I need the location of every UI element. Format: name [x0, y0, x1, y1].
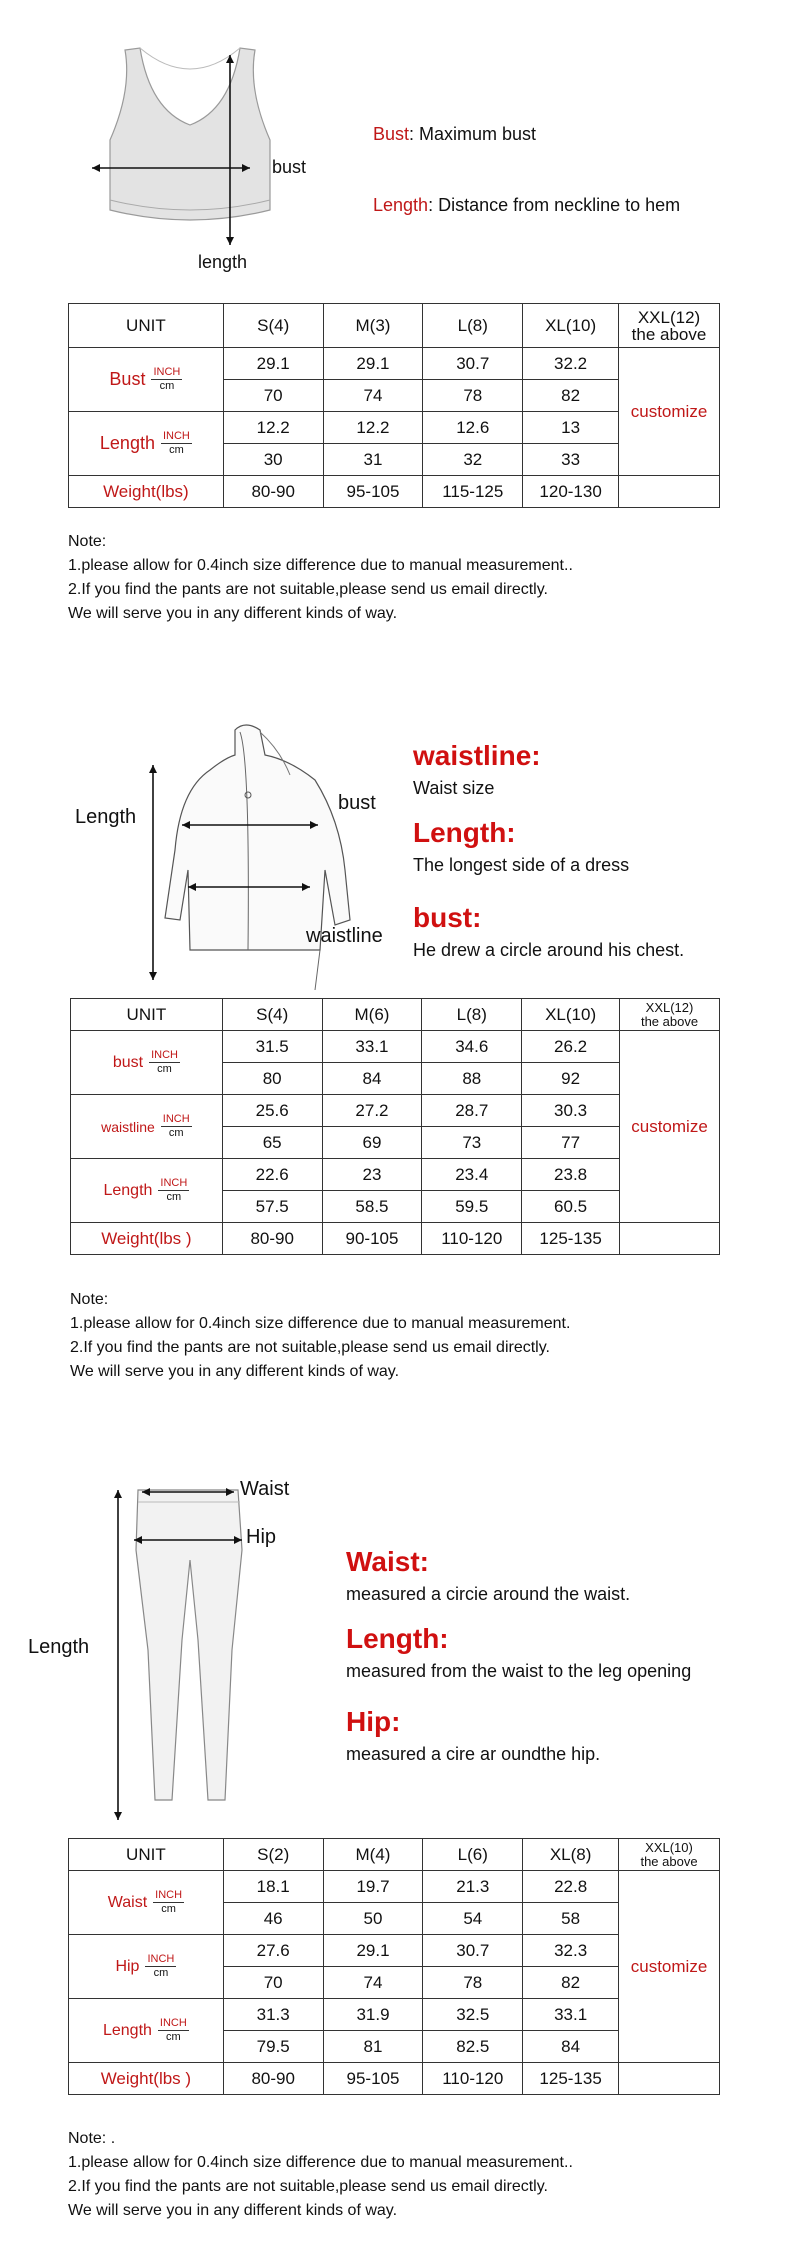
- xxl-header: XXL(12) the above: [619, 304, 720, 348]
- weight-label: Weight(lbs ): [69, 2063, 224, 2095]
- bust-row-label: Bust $\frac{\text{INCH}}{cm}$: [69, 348, 224, 412]
- cell: 69: [322, 1127, 422, 1159]
- leggings-waist-term: Waist:: [346, 1546, 429, 1577]
- jacket-waist-term: waistline:: [413, 740, 541, 771]
- cell: 33.1: [322, 1031, 422, 1063]
- cell: 31.3: [223, 1999, 323, 2031]
- cell: 59.5: [422, 1191, 522, 1223]
- leggings-length-def: measured from the waist to the leg opening: [346, 1661, 692, 1681]
- cell: 120-130: [523, 476, 619, 508]
- cell: 27.6: [223, 1935, 323, 1967]
- cell: 29.1: [323, 1935, 423, 1967]
- cell: 12.6: [423, 412, 523, 444]
- cell: 29.1: [323, 348, 423, 380]
- cell: 23.8: [522, 1159, 620, 1191]
- cell: 90-105: [322, 1223, 422, 1255]
- cell: 31: [323, 444, 423, 476]
- cell: 110-120: [423, 2063, 523, 2095]
- cell: 34.6: [422, 1031, 522, 1063]
- cell: 95-105: [323, 2063, 423, 2095]
- cell: 22.8: [523, 1871, 619, 1903]
- cell: 57.5: [222, 1191, 322, 1223]
- bra-bust-def: Bust: Maximum bust: [373, 124, 537, 144]
- leggings-hip-def: measured a cire ar oundthe hip.: [346, 1744, 601, 1764]
- size-header: S(4): [222, 999, 322, 1031]
- cell: 95-105: [323, 476, 423, 508]
- cell: 22.6: [222, 1159, 322, 1191]
- unit-header: UNIT: [69, 304, 224, 348]
- cell: 30.7: [423, 348, 523, 380]
- leggings-hip-callout: Hip: [246, 1526, 277, 1548]
- cell: 70: [223, 1967, 323, 1999]
- leggings-hip-term: Hip:: [346, 1706, 401, 1737]
- cell: 23.4: [422, 1159, 522, 1191]
- cell: 78: [423, 380, 523, 412]
- size-header: S(2): [223, 1839, 323, 1871]
- weight-label: Weight(lbs): [69, 476, 224, 508]
- leggings-size-table: [68, 1838, 720, 2095]
- cell: 92: [522, 1063, 620, 1095]
- cell: 32.3: [523, 1935, 619, 1967]
- jacket-waistline-callout: waistline: [306, 925, 383, 947]
- cell: 74: [323, 380, 423, 412]
- cell: 54: [423, 1903, 523, 1935]
- cell: 33.1: [523, 1999, 619, 2031]
- length-row-label: Length $\frac{\text{INCH}}{cm}$: [69, 412, 224, 476]
- cell: 80-90: [223, 2063, 323, 2095]
- hip-row-label: Hip $\frac{\text{INCH}}{cm}$: [69, 1935, 224, 1999]
- cell: 27.2: [322, 1095, 422, 1127]
- cell: 32: [423, 444, 523, 476]
- cell: 82: [523, 380, 619, 412]
- cell: 31.5: [222, 1031, 322, 1063]
- cell: 81: [323, 2031, 423, 2063]
- bra-bust-callout: bust: [272, 157, 307, 177]
- cell: 82: [523, 1967, 619, 1999]
- size-header: XL(10): [523, 304, 619, 348]
- bra-note: Note: 1.please allow for 0.4inch size difference due to manual measurement.. 2.If you find the pants are not suitable,please send us email directly. We will serve you in any different kinds of way.: [68, 533, 573, 622]
- leggings-waist-def: measured a circie around the waist.: [346, 1584, 631, 1604]
- cell: 19.7: [323, 1871, 423, 1903]
- cell: 115-125: [423, 476, 523, 508]
- cell: 58: [523, 1903, 619, 1935]
- cell: 32.2: [523, 348, 619, 380]
- unit-header: UNIT: [71, 999, 223, 1031]
- cell: 80-90: [222, 1223, 322, 1255]
- jacket-shape-icon: [165, 725, 350, 990]
- cell: 80-90: [223, 476, 323, 508]
- weight-label: Weight(lbs ): [71, 1223, 223, 1255]
- size-header: L(8): [423, 304, 523, 348]
- cell: 30.7: [423, 1935, 523, 1967]
- cell: 73: [422, 1127, 522, 1159]
- jacket-length-callout: Length: [75, 806, 137, 828]
- bra-description: [373, 124, 680, 216]
- cell: 82.5: [423, 2031, 523, 2063]
- jacket-description: [413, 740, 684, 961]
- leggings-length-callout: Length: [28, 1636, 90, 1658]
- leggings-illustration: [110, 1470, 260, 1830]
- cell: 13: [523, 412, 619, 444]
- cell: 33: [523, 444, 619, 476]
- cell: 46: [223, 1903, 323, 1935]
- cell: 80: [222, 1063, 322, 1095]
- cell: 50: [323, 1903, 423, 1935]
- waistline-row-label: waistline $\frac{\text{INCH}}{cm}$: [71, 1095, 223, 1159]
- bust-row-label: bust $\frac{\text{INCH}}{cm}$: [71, 1031, 223, 1095]
- cell: 77: [522, 1127, 620, 1159]
- cell: 25.6: [222, 1095, 322, 1127]
- size-header: M(3): [323, 304, 423, 348]
- bra-shape-icon: [110, 48, 270, 220]
- cell: 30: [223, 444, 323, 476]
- cell: 84: [322, 1063, 422, 1095]
- xxl-header: XXL(10) the above: [619, 1839, 720, 1871]
- length-row-label: Length $\frac{\text{INCH}}{cm}$: [69, 1999, 224, 2063]
- section-bra: [0, 0, 790, 640]
- size-header: L(8): [422, 999, 522, 1031]
- cell: 125-135: [523, 2063, 619, 2095]
- cell: 31.9: [323, 1999, 423, 2031]
- xxl-header: XXL(12) the above: [620, 999, 720, 1031]
- size-header: XL(10): [522, 999, 620, 1031]
- cell: 78: [423, 1967, 523, 1999]
- cell: 21.3: [423, 1871, 523, 1903]
- size-header: L(6): [423, 1839, 523, 1871]
- cell: 30.3: [522, 1095, 620, 1127]
- cell: 84: [523, 2031, 619, 2063]
- cell: 79.5: [223, 2031, 323, 2063]
- cell: 88: [422, 1063, 522, 1095]
- customize-cell: customize: [619, 348, 720, 476]
- jacket-bust-callout: bust: [338, 792, 376, 814]
- customize-cell: customize: [620, 1031, 720, 1223]
- unit-header: UNIT: [69, 1839, 224, 1871]
- size-header: S(4): [223, 304, 323, 348]
- leggings-waist-callout: Waist: [240, 1478, 290, 1500]
- jacket-length-def: The longest side of a dress: [413, 855, 630, 875]
- cell: 12.2: [223, 412, 323, 444]
- cell: 70: [223, 380, 323, 412]
- cell: 18.1: [223, 1871, 323, 1903]
- jacket-bust-def: He drew a circle around his chest.: [413, 940, 685, 960]
- jacket-waist-def: Waist size: [413, 778, 495, 798]
- leggings-length-term: Length:: [346, 1623, 449, 1654]
- jacket-size-table: [70, 998, 720, 1255]
- cell: 12.2: [323, 412, 423, 444]
- bra-illustration: [80, 30, 300, 280]
- jacket-bust-term: bust:: [413, 902, 482, 933]
- leggings-description: [346, 1546, 691, 1765]
- cell: 60.5: [522, 1191, 620, 1223]
- section-jacket: [0, 700, 790, 1420]
- cell: 110-120: [422, 1223, 522, 1255]
- cell: 32.5: [423, 1999, 523, 2031]
- length-row-label: Length $\frac{\text{INCH}}{cm}$: [71, 1159, 223, 1223]
- cell: 28.7: [422, 1095, 522, 1127]
- bra-length-def: Length: Distance from neckline to hem: [373, 195, 681, 215]
- leggings-note: Note: . 1.please allow for 0.4inch size difference due to manual measurement.. 2.If you find the pants are not suitable,please send us email directly. We will serve you in any different kinds of way.: [68, 2130, 573, 2219]
- cell: 74: [323, 1967, 423, 1999]
- cell: 58.5: [322, 1191, 422, 1223]
- cell: 65: [222, 1127, 322, 1159]
- size-header: M(4): [323, 1839, 423, 1871]
- customize-cell: customize: [619, 1871, 720, 2063]
- bra-length-callout: length: [198, 252, 248, 272]
- cell: 26.2: [522, 1031, 620, 1063]
- bra-size-table: [68, 303, 720, 508]
- section-leggings: [0, 1460, 790, 2245]
- cell: 23: [322, 1159, 422, 1191]
- jacket-length-term: Length:: [413, 817, 516, 848]
- cell: 29.1: [223, 348, 323, 380]
- jacket-illustration: [140, 720, 380, 990]
- size-header: XL(8): [523, 1839, 619, 1871]
- jacket-note: Note: 1.please allow for 0.4inch size difference due to manual measurement. 2.If you find the pants are not suitable,please send us email directly. We will serve you in any different kinds of way.: [70, 1291, 571, 1380]
- size-header: M(6): [322, 999, 422, 1031]
- waist-row-label: Waist $\frac{\text{INCH}}{cm}$: [69, 1871, 224, 1935]
- cell: 125-135: [522, 1223, 620, 1255]
- leggings-shape-icon: [136, 1490, 242, 1800]
